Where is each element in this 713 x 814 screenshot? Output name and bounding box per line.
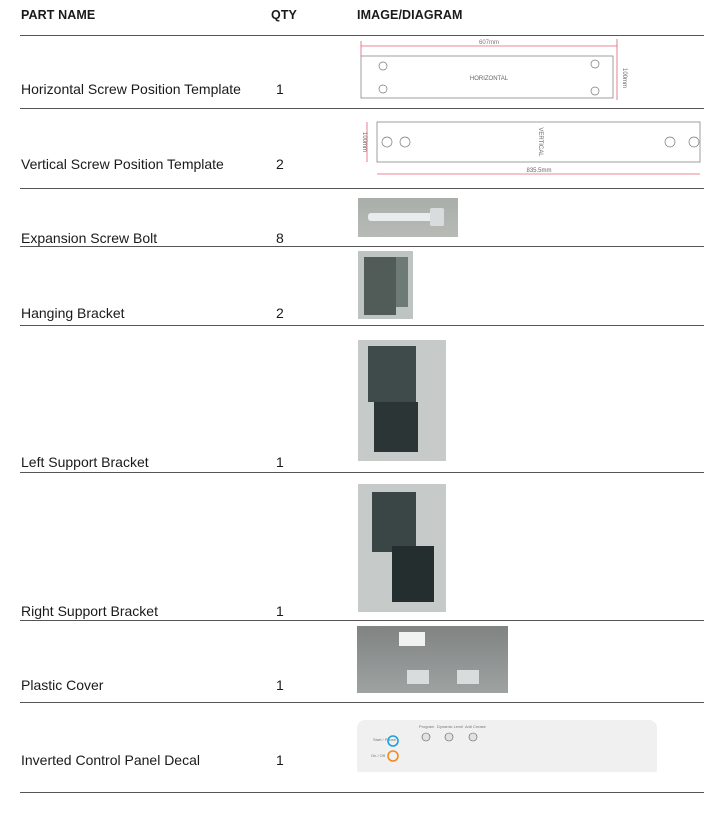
- header-qty: QTY: [271, 8, 297, 22]
- part-name: Hanging Bracket: [21, 305, 125, 321]
- header-image: IMAGE/DIAGRAM: [357, 8, 463, 22]
- svg-text:VERTICAL: VERTICAL: [537, 127, 543, 157]
- divider: [20, 188, 704, 189]
- header-part-name: PART NAME: [21, 8, 96, 22]
- svg-text:Start / Pause: Start / Pause: [373, 737, 397, 742]
- part-qty: 1: [276, 454, 284, 470]
- right-support-bracket-photo: [358, 484, 446, 612]
- divider: [20, 702, 704, 703]
- svg-text:On / Off: On / Off: [371, 753, 385, 758]
- part-qty: 1: [276, 603, 284, 619]
- part-name: Inverted Control Panel Decal: [21, 752, 200, 768]
- part-name: Right Support Bracket: [21, 603, 158, 619]
- svg-text:Anti Crease: Anti Crease: [465, 724, 486, 729]
- divider: [20, 246, 704, 247]
- vertical-template-diagram: [357, 112, 705, 180]
- divider: [20, 792, 704, 793]
- part-qty: 8: [276, 230, 284, 246]
- part-qty: 2: [276, 156, 284, 172]
- left-support-bracket-photo: [358, 340, 446, 461]
- part-name: Left Support Bracket: [21, 454, 149, 470]
- hanging-bracket-photo: [358, 251, 413, 319]
- control-panel-decal: [357, 720, 657, 772]
- expansion-bolt-photo: [358, 198, 458, 237]
- part-name: Horizontal Screw Position Template: [21, 81, 241, 97]
- horizontal-template-diagram: [357, 36, 629, 106]
- part-qty: 1: [276, 81, 284, 97]
- divider: [20, 325, 704, 326]
- svg-text:835.5mm: 835.5mm: [526, 168, 552, 174]
- svg-text:100mm: 100mm: [361, 131, 367, 153]
- part-name: Plastic Cover: [21, 677, 104, 693]
- divider: [20, 620, 704, 621]
- part-name: Expansion Screw Bolt: [21, 230, 158, 246]
- svg-text:Dynamic Level: Dynamic Level: [437, 724, 464, 729]
- svg-text:100mm: 100mm: [621, 67, 627, 89]
- svg-text:607mm: 607mm: [478, 40, 500, 46]
- svg-text:Program: Program: [419, 724, 435, 729]
- plastic-cover-photo: [357, 626, 508, 693]
- part-qty: 1: [276, 677, 284, 693]
- part-qty: 1: [276, 752, 284, 768]
- divider: [20, 108, 704, 109]
- svg-text:HORIZONTAL: HORIZONTAL: [469, 76, 509, 82]
- part-qty: 2: [276, 305, 284, 321]
- part-name: Vertical Screw Position Template: [21, 156, 224, 172]
- divider: [20, 472, 704, 473]
